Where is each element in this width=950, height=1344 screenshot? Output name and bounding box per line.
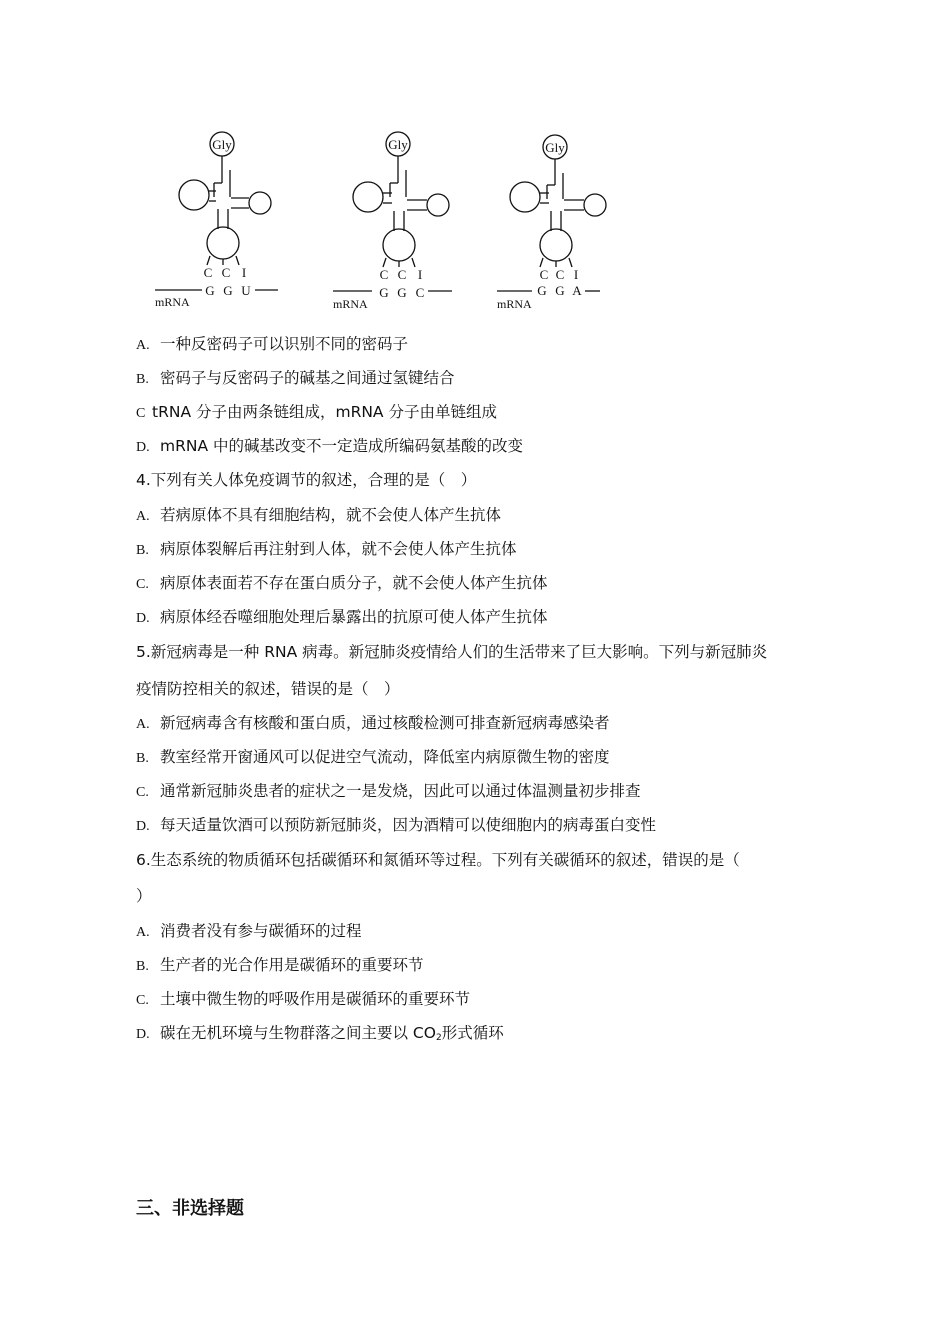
trna-3 xyxy=(497,135,606,291)
mrna-label-1: mRNA xyxy=(155,295,190,309)
option-letter: C. xyxy=(136,577,149,592)
codon-1-2: G xyxy=(223,283,233,298)
option-letter: B. xyxy=(136,543,149,558)
option-letter: D. xyxy=(136,1027,150,1042)
option-letter: A. xyxy=(136,338,150,353)
option-text: 病原体表面若不存在蛋白质分子，就不会使人体产生抗体 xyxy=(160,574,548,592)
anticodon-2-2: C xyxy=(397,267,407,282)
q6-stem-line1: 6.生态系统的物质循环包括碳循环和氮循环等过程。下列有关碳循环的叙述，错误的是（ xyxy=(136,851,740,869)
section-title: 三、非选择题 xyxy=(136,1198,244,1219)
option-letter: D. xyxy=(136,819,150,834)
option-letter: D. xyxy=(136,440,150,455)
q5-stem-line1: 5.新冠病毒是一种 RNA 病毒。新冠肺炎疫情给人们的生活带来了巨大影响。下列与新冠肺炎 xyxy=(136,643,768,661)
option-letter: C. xyxy=(136,993,149,1008)
option-text: 病原体裂解后再注射到人体，就不会使人体产生抗体 xyxy=(160,540,517,558)
q3-option-a xyxy=(136,334,408,356)
trna-diagram xyxy=(140,125,620,325)
gly-label-3: Gly xyxy=(545,140,565,155)
option-text: tRNA 分子由两条链组成，mRNA 分子由单链组成 xyxy=(152,403,497,421)
q6-option-d xyxy=(136,1023,504,1048)
q3-option-c xyxy=(136,402,497,424)
q6-stem-line2: ） xyxy=(136,887,152,905)
q4-stem: 4.下列有关人体免疫调节的叙述，合理的是（ ） xyxy=(136,471,477,489)
gly-label-1: Gly xyxy=(212,137,232,152)
anticodon-2-1: C xyxy=(379,267,389,282)
anticodon-3-1: C xyxy=(539,267,549,282)
anticodon-3-2: C xyxy=(555,267,565,282)
co2-subscript: 2 xyxy=(435,1033,442,1043)
codon-1-1: G xyxy=(205,283,215,298)
option-letter: A. xyxy=(136,717,150,732)
q4-option-c xyxy=(136,573,548,595)
option-text: 土壤中微生物的呼吸作用是碳循环的重要环节 xyxy=(160,990,471,1008)
codon-3-3: A xyxy=(572,283,582,298)
option-letter: A. xyxy=(136,925,150,940)
option-text: 若病原体不具有细胞结构，就不会使人体产生抗体 xyxy=(160,506,502,524)
q5-option-a xyxy=(136,713,610,735)
option-text: 生产者的光合作用是碳循环的重要环节 xyxy=(160,956,424,974)
q5-option-c xyxy=(136,781,641,803)
option-text: 每天适量饮酒可以预防新冠肺炎，因为酒精可以使细胞内的病毒蛋白变性 xyxy=(160,816,657,834)
option-letter: C xyxy=(136,406,146,421)
option-text xyxy=(160,1024,504,1042)
trna-figure xyxy=(140,125,620,325)
anticodon-1-2: C xyxy=(221,265,231,280)
codon-3-2: G xyxy=(555,283,565,298)
option-letter: D. xyxy=(136,611,150,626)
gly-label-2: Gly xyxy=(388,137,408,152)
codon-1-3: U xyxy=(241,283,251,298)
option-text: 新冠病毒含有核酸和蛋白质，通过核酸检测可排查新冠病毒感染者 xyxy=(160,714,610,732)
q6-option-a xyxy=(136,921,362,943)
q5-option-d xyxy=(136,815,656,837)
anticodon-3-3: I xyxy=(573,267,579,282)
q5-option-b xyxy=(136,747,610,769)
codon-2-3: C xyxy=(415,285,425,300)
anticodon-2-3: I xyxy=(417,267,423,282)
q4-option-a xyxy=(136,505,501,527)
trna-1 xyxy=(155,132,278,290)
option-text-before: 碳在无机环境与生物群落之间主要以 CO xyxy=(160,1024,436,1042)
mrna-label-2: mRNA xyxy=(333,297,368,311)
option-text: 一种反密码子可以识别不同的密码子 xyxy=(160,335,409,353)
option-text: 密码子与反密码子的碱基之间通过氢键结合 xyxy=(160,369,455,387)
option-text: 教室经常开窗通风可以促进空气流动，降低室内病原微生物的密度 xyxy=(160,748,610,766)
q3-option-b xyxy=(136,368,455,390)
q4-option-b xyxy=(136,539,517,561)
option-text: mRNA 中的碱基改变不一定造成所编码氨基酸的改变 xyxy=(160,437,523,455)
option-text: 通常新冠肺炎患者的症状之一是发烧，因此可以通过体温测量初步排查 xyxy=(160,782,641,800)
mrna-label-3: mRNA xyxy=(497,297,532,311)
option-letter: B. xyxy=(136,751,149,766)
option-text: 消费者没有参与碳循环的过程 xyxy=(160,922,362,940)
codon-3-1: G xyxy=(537,283,547,298)
anticodon-1-1: C xyxy=(203,265,213,280)
q5-stem-line2: 疫情防控相关的叙述，错误的是（ ） xyxy=(136,680,400,698)
codon-2-1: G xyxy=(379,285,389,300)
q4-option-d xyxy=(136,607,548,629)
option-letter: B. xyxy=(136,959,149,974)
option-letter: C. xyxy=(136,785,149,800)
q3-option-d xyxy=(136,436,523,458)
trna-2 xyxy=(333,132,452,291)
codon-2-2: G xyxy=(397,285,407,300)
anticodon-1-3: I xyxy=(241,265,247,280)
option-text: 病原体经吞噬细胞处理后暴露出的抗原可使人体产生抗体 xyxy=(160,608,548,626)
option-letter: A. xyxy=(136,509,150,524)
option-text-after: 形式循环 xyxy=(441,1024,504,1042)
option-letter: B. xyxy=(136,372,149,387)
q6-option-c xyxy=(136,989,470,1011)
q6-option-b xyxy=(136,955,424,977)
